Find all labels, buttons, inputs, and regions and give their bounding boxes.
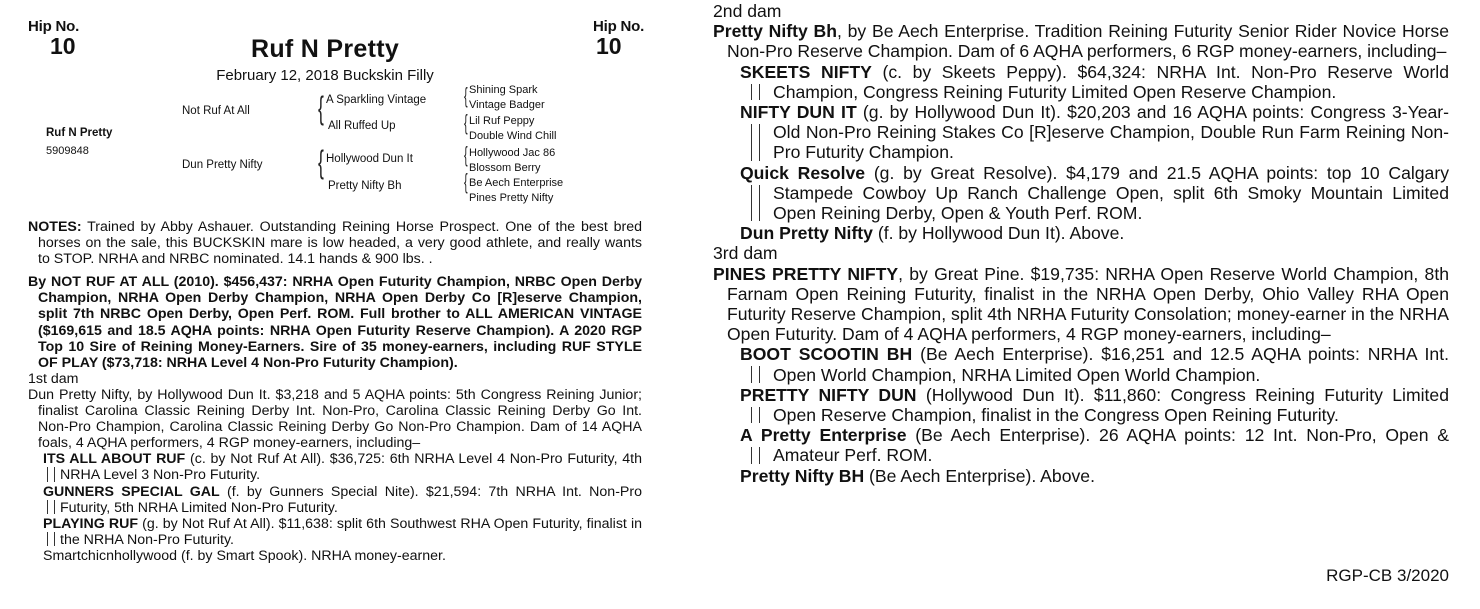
produce-name: PLAYING RUF: [43, 515, 139, 532]
produce-text: (Be Aech Enterprise). 26 AQHA points: 12 Int. Non-Pro, Open & Amateur Perf. ROM.: [773, 425, 1449, 466]
pedigree-sire: Not Ruf At All: [182, 105, 250, 117]
foaled-line: February 12, 2018 Buckskin Filly: [216, 67, 434, 84]
pedigree-subject-reg: 5909848: [46, 145, 89, 157]
produce-record: [713, 344, 1449, 384]
pedigree-gg-6: Blossom Berry: [469, 162, 541, 174]
horse-name-title: Ruf N Pretty: [250, 35, 400, 63]
produce-record: [713, 425, 1449, 465]
produce-name: Quick Resolve: [740, 162, 866, 183]
produce-text: (Be Aech Enterprise). Above.: [864, 465, 1095, 486]
produce-name: NIFTY DUN IT: [740, 102, 857, 123]
pedigree-dam-dam: Pretty Nifty Bh: [328, 180, 402, 192]
dam-brace: {: [318, 144, 324, 180]
produce-record: [713, 223, 1449, 243]
first-dam-heading: 1st dam: [28, 370, 79, 387]
g-brace-4: {: [464, 169, 468, 194]
produce-text: (g. by Not Ruf At All). $11,638: split 6th Southwest RHA Open Futurity, finalist in the NRHA Non-Pro Futurity.: [60, 515, 643, 548]
produce-name: Pretty Nifty BH: [740, 465, 865, 486]
second-dam-text: , by Be Aech Enterprise. Tradition Reining Futurity Senior Rider Novice Horse Non-Pro Reserve Champion. Dam of 6 AQHA performers, 6 RGP money-earners, including–: [727, 21, 1449, 62]
pedigree-gg-5: Hollywood Jac 86: [469, 147, 556, 159]
produce-text: (f. by Gunners Special Nite). $21,594: 7th NRHA Int. Non-Pro Futurity, 5th NRHA Limited Non-Pro Futurity.: [60, 483, 642, 516]
produce-record: [28, 548, 642, 564]
produce-bar: [47, 467, 55, 481]
hip-label-left: Hip No.: [28, 18, 80, 35]
produce-text: (f. by Hollywood Dun It). Above.: [872, 223, 1125, 244]
produce-record: [28, 484, 642, 516]
produce-text: Smartchicnhollywood (f. by Smart Spook). NRHA money-earner.: [43, 547, 446, 564]
sire-brace: {: [318, 90, 324, 126]
produce-bar: [751, 366, 760, 382]
produce-bar: [751, 185, 760, 222]
produce-text: (c. by Not Ruf At All). $36,725: 6th NRHA Level 4 Non-Pro Futurity, 4th NRHA Level 3 Non-Pro Futurity.: [60, 451, 642, 484]
pedigree-gg-1: Shining Spark: [469, 84, 538, 96]
produce-record: [28, 516, 642, 548]
third-dam-heading: 3rd dam: [713, 243, 778, 264]
produce-bar: [47, 500, 55, 514]
produce-name: GUNNERS SPECIAL GAL: [43, 483, 220, 500]
notes-label: NOTES:: [28, 219, 82, 235]
second-dam-name: Pretty Nifty Bh: [713, 21, 837, 42]
first-dam-name: Dun Pretty Nifty: [28, 386, 129, 403]
produce-record: [713, 163, 1449, 224]
pedigree-subject-name: Ruf N Pretty: [46, 127, 113, 139]
second-dam-paragraph: [713, 21, 1449, 61]
produce-bar: [751, 124, 760, 161]
notes-paragraph: [28, 219, 642, 267]
produce-text: (c. by Skeets Peppy). $64,324: NRHA Int. Non-Pro Reserve World Champion, Congress Reining Futurity Limited Open Reserve Champion.: [773, 61, 1449, 102]
produce-record: [713, 385, 1449, 425]
produce-text: (g. by Hollywood Dun It). $20,203 and 16 AQHA points: Congress 3-Year-Old Non-Pro Reining Stakes Co [R]eserve Champion, Double Run Farm Reining Non-Pro Futurity Champion.: [773, 102, 1449, 163]
third-dam-paragraph: [713, 264, 1449, 345]
produce-record: [713, 62, 1449, 102]
left-column: [28, 219, 642, 564]
pedigree-sire-sire: A Sparkling Vintage: [326, 94, 427, 106]
produce-bar: [751, 407, 760, 423]
produce-text: (g. by Great Resolve). $4,179 and 21.5 AQHA points: top 10 Calgary Stampede Cowboy Up Ranch Challenge Open, split 6th Smoky Mountain Limited Open Reining Derby, Open & Youth Perf. ROM.: [773, 162, 1449, 224]
pedigree-gg-8: Pines Pretty Nifty: [469, 192, 554, 204]
g-brace-3: {: [464, 142, 468, 167]
pedigree-dam: Dun Pretty Nifty: [182, 159, 263, 171]
produce-bar: [751, 84, 760, 100]
produce-name: PRETTY NIFTY DUN: [740, 384, 917, 405]
sire-summary: By NOT RUF AT ALL (2010). $456,437: NRHA Open Futurity Champion, NRBC Open Derby Champion, NRHA Open Derby Champion, NRHA Open Derby Co [R]eserve Champion, split 7th NRBC Open Derby, Open Perf. ROM. Full brother to ALL AMERICAN VINTAGE ($169,615 and 18.5 AQHA points: NRHA Open Futurity Reserve Champion). A 2020 RGP Top 10 Sire of Reining Money-Earners. Sire of 35 money-earners, including RUF STYLE OF PLAY ($73,718: NRHA Level 4 Non-Pro Futurity Champion).: [28, 274, 642, 371]
produce-name: BOOT SCOOTIN BH: [740, 344, 913, 365]
g-brace-1: {: [464, 83, 468, 108]
produce-text: (Hollywood Dun It). $11,860: Congress Reining Futurity Limited Open Reserve Champion, finalist in the Congress Open Reining Futurity.: [773, 384, 1449, 426]
third-dam-text: , by Great Pine. $19,735: NRHA Open Reserve World Champion, 8th Farnam Open Reining Futurity, finalist in the NRHA Open Derby, Ohio Valley RHA Open Futurity Reserve Champion, split 4th NRHA Futurity Consolation; money-earner in the NRHA Open Futurity. Dam of 4 AQHA performers, 4 RGP money-earners, including–: [727, 263, 1450, 345]
produce-name: SKEETS NIFTY: [740, 61, 872, 82]
first-dam-text: , by Hollywood Dun It. $3,218 and 5 AQHA points: 5th Congress Reining Junior; finalist Carolina Classic Reining Derby Int. Non-Pro, Carolina Classic Reining Derby Go Int. Non-Pro Champion, Carolina Classic Reining Derby Go Non-Pro Champion. Dam of 14 AQHA foals, 4 AQHA performers, 4 RGP money-earners, including–: [38, 386, 642, 452]
produce-bar: [751, 447, 760, 463]
hip-number-left: 10: [50, 33, 76, 59]
pedigree-gg-4: Double Wind Chill: [469, 130, 557, 142]
pedigree-gg-2: Vintage Badger: [469, 99, 545, 111]
right-column: [713, 1, 1449, 486]
footer-code: RGP-CB 3/2020: [1326, 566, 1449, 585]
hip-label-right: Hip No.: [593, 18, 645, 35]
notes-text: Trained by Abby Ashauer. Outstanding Reining Horse Prospect. One of the best bred horses on the sale, this BUCKSKIN mare is low headed, a very good athlete, and really wants to STOP. NRHA and NRBC nominated. 14.1 hands & 900 lbs. .: [38, 219, 642, 268]
pedigree-dam-sire: Hollywood Dun It: [326, 153, 413, 165]
produce-bar: [47, 532, 55, 546]
pedigree-gg-3: Lil Ruf Peppy: [469, 115, 535, 127]
second-dam-heading: 2nd dam: [713, 1, 782, 21]
produce-record: [28, 451, 642, 483]
produce-record: [713, 466, 1449, 486]
produce-record: [713, 102, 1449, 163]
pedigree-sire-dam: All Ruffed Up: [328, 120, 396, 132]
pedigree-chart: [0, 0, 660, 210]
g-brace-2: {: [464, 110, 468, 135]
first-dam-paragraph: [28, 387, 642, 451]
produce-text: (Be Aech Enterprise). $16,251 and 12.5 AQHA points: NRHA Int. Open World Champion, NRHA Limited Open World Champion.: [773, 344, 1449, 385]
third-dam-name: PINES PRETTY NIFTY: [713, 263, 899, 284]
hip-number-right: 10: [596, 33, 622, 59]
pedigree-gg-7: Be Aech Enterprise: [469, 177, 564, 189]
produce-name: ITS ALL ABOUT RUF: [43, 451, 186, 468]
produce-name: Dun Pretty Nifty: [740, 223, 873, 244]
produce-name: A Pretty Enterprise: [740, 425, 907, 446]
